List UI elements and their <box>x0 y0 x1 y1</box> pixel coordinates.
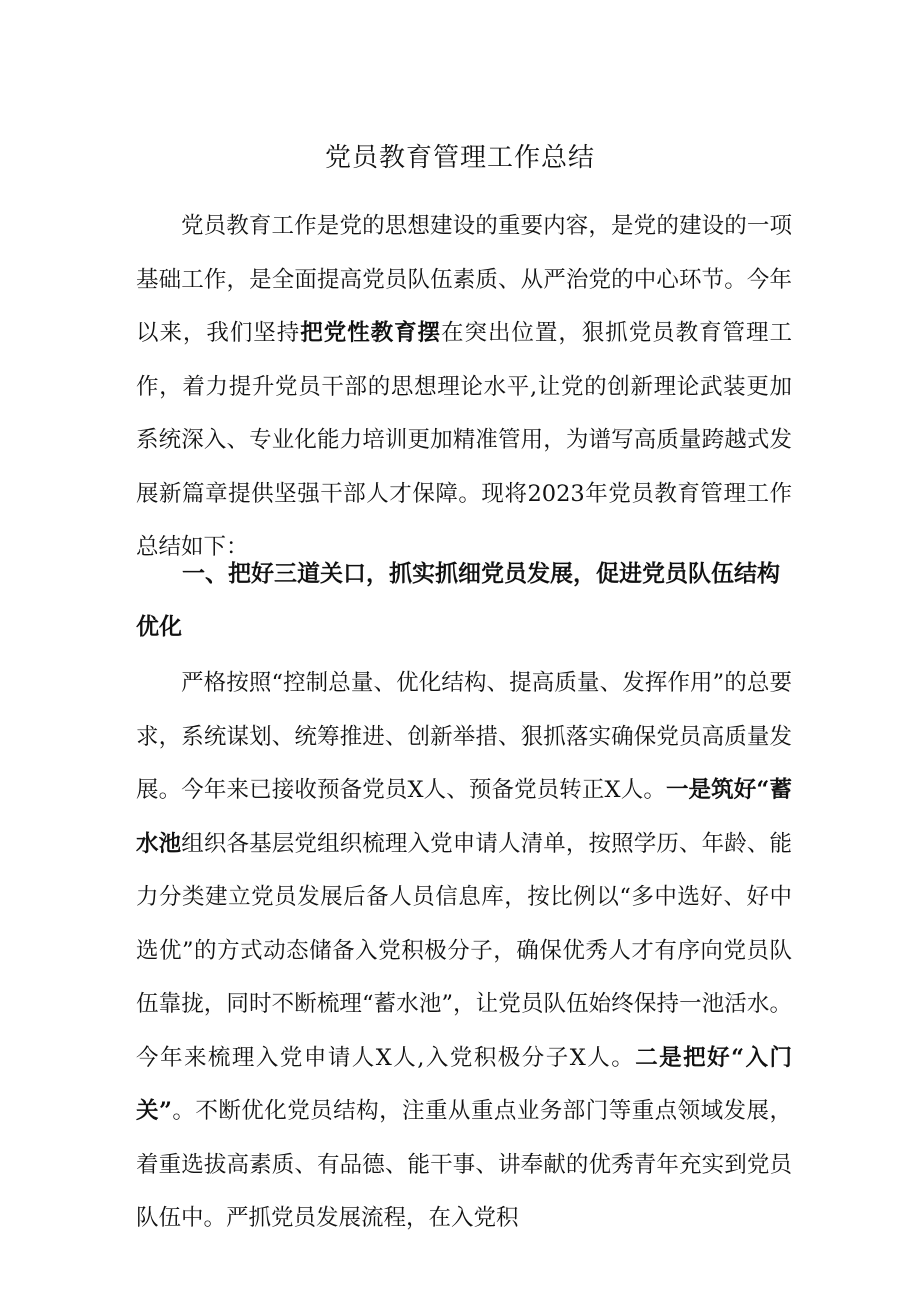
document-title: 党员教育管理工作总结 <box>324 143 595 173</box>
intro-text-1: 党员教育工作是党的思想建设的重要内容，是党的建设的一项基础工作，是全面提高党员队伍素质、从严治党的中心环节。今年以来，我们坚持 <box>136 213 792 346</box>
section-1-text-3: 。不断优化党员结构，注重从重点业务部门等重点领域发展，着重选拔高素质、有品德、能干事、讲奉献的优秀青年充实到党员队伍中。严抓党员发展流程，在入党积 <box>136 1098 792 1231</box>
section-1-bold-2: 二是把好“入门关” <box>136 1044 792 1124</box>
section-1-text-2: 组织各基层党组织梳理入党申请人清单，按照学历、年龄、能力分类建立党员发展后备人员信息库，按比例以“多中选好、好中选优”的方式动态储备入党积极分子，确保优秀人才有序向党员队伍靠拢，同时不断梳理“蓄水池”，让党员队伍始终保持一池活水。今年来梳理入党申请人X人,入党积极分子X人。 <box>136 830 792 1071</box>
section-1-text-1: 严格按照“控制总量、优化结构、提高质量、发挥作用”的总要求，系统谋划、统筹推进、创新举措、狠抓落实确保党员高质量发展。今年来已接收预备党员X人、预备党员转正X人。 <box>136 670 792 803</box>
intro-text-2: 在突出位置，狠抓党员教育管理工作，着力提升党员干部的思想理论水平,让党的创新理论武装更加系统深入、专业化能力培训更加精准管用，为谱写高质量跨越式发展新篇章提供坚强干部人才保障。现将2023年党员教育管理工作总结如下： <box>136 320 792 560</box>
intro-paragraph <box>136 200 792 575</box>
intro-bold-text: 把党性教育摆 <box>300 320 442 346</box>
section-1-paragraph <box>136 657 792 1246</box>
section-1-bold-1: 一是筑好“蓄水池 <box>136 777 792 857</box>
section-1-heading: 一、把好三道关口，抓实抓细党员发展，促进党员队伍结构优化 <box>136 560 780 640</box>
